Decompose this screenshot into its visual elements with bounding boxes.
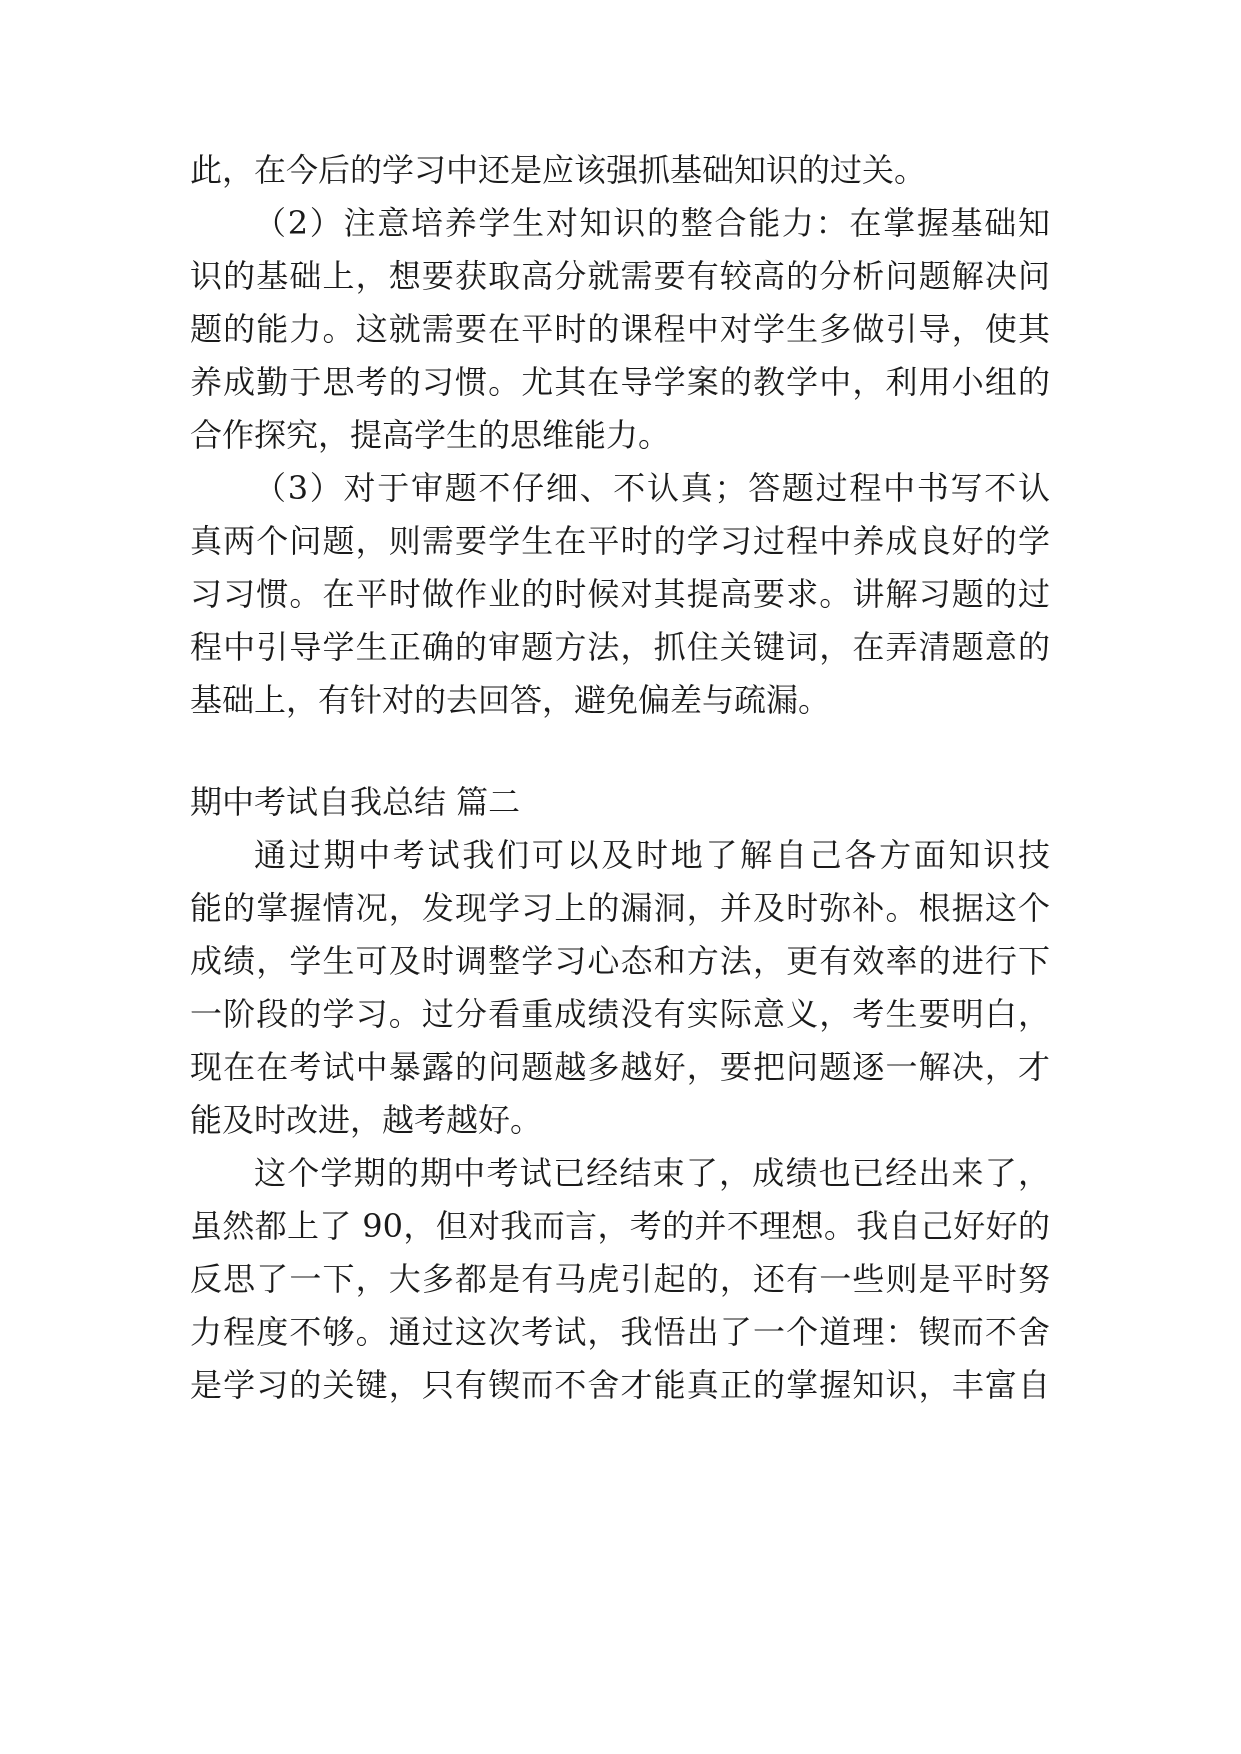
paragraph-line: 程中引导学生正确的审题方法，抓住关键词，在弄清题意的 <box>190 628 1050 666</box>
paragraph-line: 题的能力。这就需要在平时的课程中对学生多做引导，使其 <box>190 310 1050 348</box>
paragraph-line: 能的掌握情况，发现学习上的漏洞，并及时弥补。根据这个 <box>190 889 1050 927</box>
paragraph-line: 真两个问题，则需要学生在平时的学习过程中养成良好的学 <box>190 522 1050 560</box>
paragraph-line: 现在在考试中暴露的问题越多越好，要把问题逐一解决，才 <box>190 1048 1050 1086</box>
paragraph-line: 此，在今后的学习中还是应该强抓基础知识的过关。 <box>190 151 927 189</box>
paragraph-line: 合作探究，提高学生的思维能力。 <box>190 416 671 454</box>
paragraph-line: 识的基础上，想要获取高分就需要有较高的分析问题解决问 <box>190 257 1050 295</box>
paragraph-line: 成绩，学生可及时调整学习心态和方法，更有效率的进行下 <box>190 942 1050 980</box>
paragraph-line: 基础上，有针对的去回答，避免偏差与疏漏。 <box>190 681 831 719</box>
paragraph-line: 这个学期的期中考试已经结束了，成绩也已经出来了， <box>254 1154 1050 1192</box>
paragraph-line: （2）注意培养学生对知识的整合能力：在掌握基础知 <box>254 204 1050 242</box>
paragraph-line: 通过期中考试我们可以及时地了解自己各方面知识技 <box>254 836 1050 874</box>
paragraph-line: （3）对于审题不仔细、不认真；答题过程中书写不认 <box>254 469 1050 507</box>
paragraph-line: 习习惯。在平时做作业的时候对其提高要求。讲解习题的过 <box>190 575 1050 613</box>
section-heading: 期中考试自我总结 篇二 <box>190 783 521 821</box>
document-page <box>190 150 1050 1650</box>
paragraph-line: 能及时改进，越考越好。 <box>190 1101 543 1139</box>
paragraph-line: 养成勤于思考的习惯。尤其在导学案的教学中，利用小组的 <box>190 363 1050 401</box>
paragraph-line: 是学习的关键，只有锲而不舍才能真正的掌握知识，丰富自 <box>190 1366 1050 1404</box>
paragraph-line: 一阶段的学习。过分看重成绩没有实际意义，考生要明白， <box>190 995 1050 1033</box>
paragraph-line: 虽然都上了 90，但对我而言，考的并不理想。我自己好好的 <box>190 1207 1050 1245</box>
paragraph-line: 反思了一下，大多都是有马虎引起的，还有一些则是平时努 <box>190 1260 1050 1298</box>
paragraph-line: 力程度不够。通过这次考试，我悟出了一个道理：锲而不舍 <box>190 1313 1050 1351</box>
